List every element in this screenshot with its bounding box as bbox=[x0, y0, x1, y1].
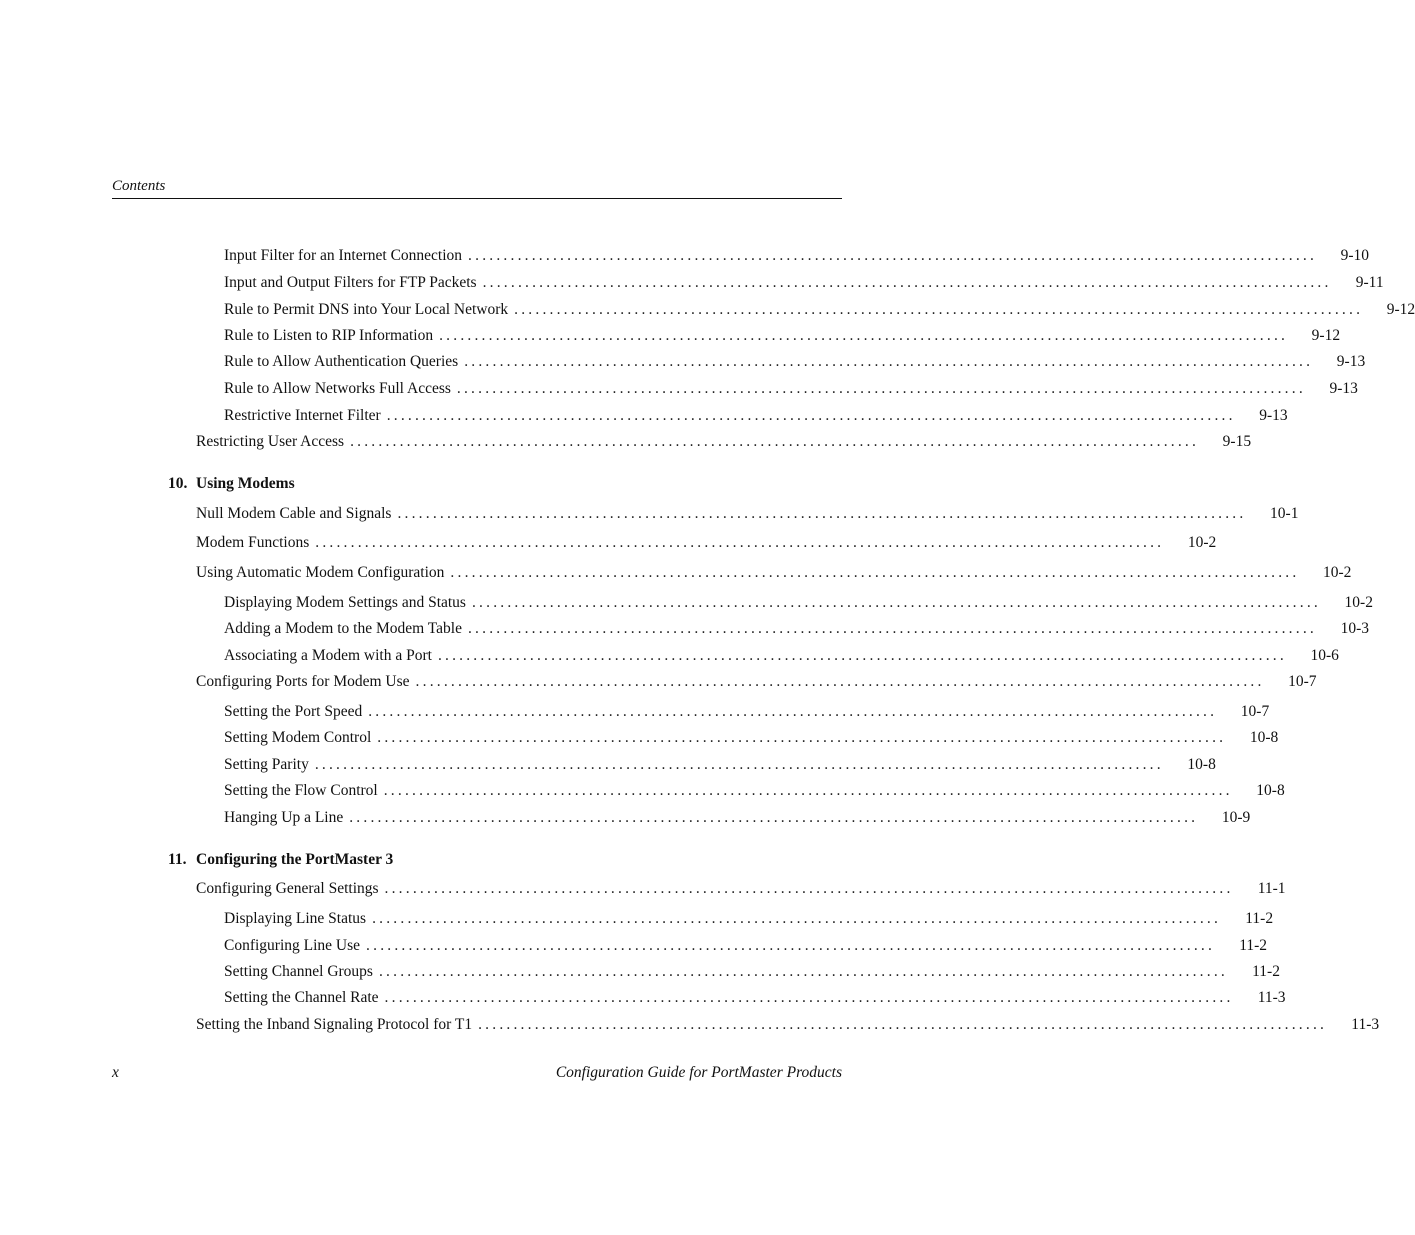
toc-entry-page: 10-7 bbox=[1240, 703, 1270, 720]
toc-entry[interactable] bbox=[224, 592, 1373, 614]
dot-leader: ........................................................................................................................ bbox=[437, 647, 1287, 664]
toc-entry[interactable] bbox=[224, 961, 1280, 983]
toc-entry-page: 10-9 bbox=[1221, 809, 1251, 826]
toc-entry-page: 10-3 bbox=[1340, 620, 1369, 637]
chapter-number: 10. bbox=[168, 475, 188, 492]
toc-entry-title: Setting the Flow Control bbox=[224, 782, 378, 799]
toc-entry-page: 9-15 bbox=[1222, 433, 1252, 450]
dot-leader: ........................................................................................................................ bbox=[386, 407, 1236, 424]
dot-leader: ........................................................................................................................ bbox=[315, 534, 1165, 551]
toc-entry-title: Setting the Port Speed bbox=[224, 703, 363, 720]
toc-entry-title: Displaying Modem Settings and Status bbox=[224, 594, 466, 611]
toc-entry[interactable] bbox=[224, 935, 1268, 957]
dot-leader: ........................................................................................................................ bbox=[372, 910, 1222, 927]
footer-book-title: Configuration Guide for PortMaster Products bbox=[555, 1064, 842, 1081]
toc-entry-page: 9-10 bbox=[1340, 247, 1370, 264]
toc-entry-title: Using Automatic Modem Configuration bbox=[196, 564, 445, 581]
dot-leader: ........................................................................................................................ bbox=[482, 274, 1332, 291]
toc-entry[interactable] bbox=[224, 701, 1270, 723]
toc-entry[interactable] bbox=[224, 272, 1384, 294]
dot-leader: ........................................................................................................................ bbox=[366, 937, 1216, 954]
toc-entry-title: Associating a Modem with a Port bbox=[224, 647, 432, 664]
toc-entry-page: 9-13 bbox=[1329, 380, 1358, 397]
toc-entry[interactable] bbox=[224, 987, 1286, 1009]
toc-entry[interactable] bbox=[224, 645, 1339, 667]
toc-entry-title: Input and Output Filters for FTP Packets bbox=[224, 274, 477, 291]
dot-leader: ........................................................................................................................ bbox=[384, 880, 1234, 897]
dot-leader: ........................................................................................................................ bbox=[314, 756, 1164, 773]
toc-entry-title: Restrictive Internet Filter bbox=[224, 407, 381, 424]
toc-entry-title: Modem Functions bbox=[196, 534, 310, 551]
running-header: Contents bbox=[112, 178, 166, 194]
toc-entry-title: Setting Modem Control bbox=[224, 729, 372, 746]
toc-entry-page: 10-7 bbox=[1288, 673, 1317, 690]
dot-leader: ........................................................................................................................ bbox=[439, 327, 1289, 344]
toc-entry-title: Adding a Modem to the Modem Table bbox=[224, 620, 462, 637]
chapter-title: Configuring the PortMaster 3 bbox=[196, 851, 394, 868]
dot-leader: ........................................................................................................................ bbox=[514, 301, 1364, 318]
dot-leader: ........................................................................................................................ bbox=[377, 729, 1227, 746]
toc-entry-page: 9-11 bbox=[1355, 274, 1384, 291]
toc-entry-page: 9-12 bbox=[1311, 327, 1341, 344]
dot-leader: ........................................................................................................................ bbox=[471, 594, 1321, 611]
toc-entry-title: Rule to Listen to RIP Information bbox=[224, 327, 434, 344]
dot-leader: ........................................................................................................................ bbox=[378, 963, 1228, 980]
toc-entry[interactable] bbox=[196, 1014, 1380, 1036]
dot-leader: ........................................................................................................................ bbox=[468, 247, 1318, 264]
dot-leader: ........................................................................................................................ bbox=[467, 620, 1317, 637]
dot-leader: ........................................................................................................................ bbox=[368, 703, 1218, 720]
header-rule bbox=[112, 198, 842, 199]
toc-entry-title: Displaying Line Status bbox=[224, 910, 367, 927]
chapter-heading[interactable] bbox=[168, 473, 295, 495]
dot-leader: ........................................................................................................................ bbox=[397, 505, 1247, 522]
toc-entry-title: Configuring General Settings bbox=[196, 880, 379, 897]
toc-entry-title: Hanging Up a Line bbox=[224, 809, 344, 826]
dot-leader: ........................................................................................................................ bbox=[478, 1016, 1328, 1033]
dot-leader: ........................................................................................................................ bbox=[464, 353, 1314, 370]
toc-entry[interactable] bbox=[196, 562, 1352, 584]
toc-entry-page: 10-2 bbox=[1187, 534, 1217, 551]
footer-page-number: x bbox=[112, 1064, 119, 1081]
toc-entry-title: Input Filter for an Internet Connection bbox=[224, 247, 463, 264]
toc-entry[interactable] bbox=[224, 405, 1288, 427]
toc-entry-page: 11-3 bbox=[1257, 989, 1286, 1006]
toc-entry[interactable] bbox=[196, 878, 1286, 900]
toc-entry-page: 10-6 bbox=[1310, 647, 1339, 664]
toc-entry-page: 10-2 bbox=[1344, 594, 1373, 611]
toc-entry-title: Setting Channel Groups bbox=[224, 963, 373, 980]
toc-entry-page: 10-8 bbox=[1256, 782, 1285, 799]
toc-entry[interactable] bbox=[224, 325, 1341, 347]
toc-entry-title: Rule to Allow Authentication Queries bbox=[224, 353, 459, 370]
toc-entry[interactable] bbox=[196, 431, 1252, 453]
dot-leader: ........................................................................................................................ bbox=[384, 989, 1234, 1006]
dot-leader: ........................................................................................................................ bbox=[456, 380, 1306, 397]
dot-leader: ........................................................................................................................ bbox=[383, 782, 1233, 799]
toc-entry[interactable] bbox=[224, 378, 1358, 400]
toc-entry-title: Setting Parity bbox=[224, 756, 309, 773]
toc-entry-page: 10-1 bbox=[1270, 505, 1299, 522]
toc-entry[interactable] bbox=[224, 618, 1369, 640]
toc-entry-title: Restricting User Access bbox=[196, 433, 345, 450]
toc-entry[interactable] bbox=[196, 671, 1317, 693]
toc-entry-page: 11-2 bbox=[1239, 937, 1268, 954]
toc-entry[interactable] bbox=[224, 908, 1274, 930]
toc-entry-page: 10-8 bbox=[1187, 756, 1216, 773]
toc-entry[interactable] bbox=[196, 503, 1299, 525]
toc-entry[interactable] bbox=[224, 780, 1285, 802]
toc-entry[interactable] bbox=[224, 299, 1415, 321]
toc-entry-page: 9-12 bbox=[1386, 301, 1415, 318]
dot-leader: ........................................................................................................................ bbox=[415, 673, 1265, 690]
chapter-number: 11. bbox=[168, 851, 187, 868]
toc-entry-title: Rule to Permit DNS into Your Local Network bbox=[224, 301, 509, 318]
toc-entry-page: 10-8 bbox=[1249, 729, 1279, 746]
toc-entry-page: 9-13 bbox=[1259, 407, 1288, 424]
toc-entry-page: 11-2 bbox=[1252, 963, 1280, 980]
dot-leader: ........................................................................................................................ bbox=[450, 564, 1300, 581]
toc-entry-title: Setting the Channel Rate bbox=[224, 989, 379, 1006]
toc-entry-title: Configuring Line Use bbox=[224, 937, 361, 954]
toc-entry-title: Setting the Inband Signaling Protocol for T1 bbox=[196, 1016, 473, 1033]
toc-entry[interactable] bbox=[196, 532, 1217, 554]
toc-entry-page: 10-2 bbox=[1323, 564, 1352, 581]
toc-entry-page: 9-13 bbox=[1336, 353, 1366, 370]
chapter-heading[interactable] bbox=[168, 849, 393, 871]
toc-entry-page: 11-2 bbox=[1245, 910, 1274, 927]
toc-entry-title: Null Modem Cable and Signals bbox=[196, 505, 392, 522]
toc-entry[interactable] bbox=[224, 245, 1370, 267]
toc-entry[interactable] bbox=[224, 754, 1216, 776]
chapter-title: Using Modems bbox=[196, 475, 295, 492]
toc-entry-page: 11-3 bbox=[1351, 1016, 1380, 1033]
dot-leader: ........................................................................................................................ bbox=[349, 809, 1199, 826]
dot-leader: ........................................................................................................................ bbox=[350, 433, 1200, 450]
toc-entry-title: Configuring Ports for Modem Use bbox=[196, 673, 410, 690]
toc-entry-page: 11-1 bbox=[1257, 880, 1286, 897]
toc-entry[interactable] bbox=[224, 351, 1366, 373]
toc-entry[interactable] bbox=[224, 727, 1279, 749]
toc-entry-title: Rule to Allow Networks Full Access bbox=[224, 380, 451, 397]
toc-entry[interactable] bbox=[224, 807, 1251, 829]
